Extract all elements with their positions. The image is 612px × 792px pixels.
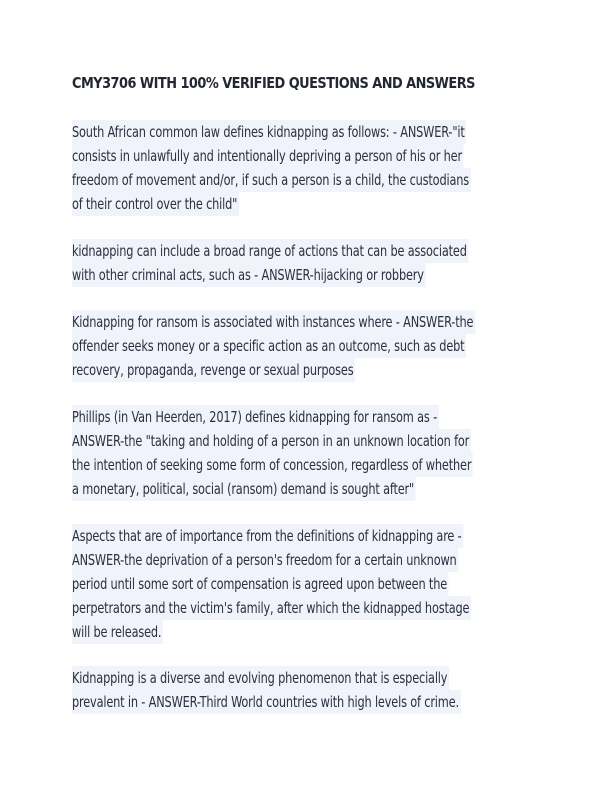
paragraph-line: period until some sort of compensation is agreed upon between the <box>72 572 542 596</box>
paragraph-line: a monetary, political, social (ransom) demand is sought after" <box>72 477 542 501</box>
paragraph-line: with other criminal acts, such as - ANSWER-hijacking or robbery <box>72 263 542 287</box>
paragraph-phillips-definition <box>72 405 542 501</box>
paragraph-line: Aspects that are of importance from the definitions of kidnapping are - <box>72 524 542 548</box>
paragraph-line: Phillips (in Van Heerden, 2017) defines kidnapping for ransom as - <box>72 405 542 429</box>
paragraph-line: freedom of movement and/or, if such a person is a child, the custodians <box>72 168 542 192</box>
paragraph-kidnapping-definition <box>72 120 542 216</box>
paragraph-line: consists in unlawfully and intentionally depriving a person of his or her <box>72 144 542 168</box>
paragraph-line: offender seeks money or a specific action as an outcome, such as debt <box>72 334 542 358</box>
paragraph-ransom-instances <box>72 310 542 382</box>
paragraph-line: prevalent in - ANSWER-Third World countries with high levels of crime. <box>72 690 542 714</box>
paragraph-line: of their control over the child" <box>72 192 542 216</box>
paragraph-line: ANSWER-the "taking and holding of a person in an unknown location for <box>72 429 542 453</box>
paragraph-line: the intention of seeking some form of concession, regardless of whether <box>72 453 542 477</box>
document-title: CMY3706 WITH 100% VERIFIED QUESTIONS AND ANSWERS <box>72 74 475 92</box>
paragraph-associated-acts <box>72 239 542 287</box>
paragraph-line: perpetrators and the victim's family, after which the kidnapped hostage <box>72 596 542 620</box>
paragraph-line: will be released. <box>72 620 542 644</box>
paragraph-line: Kidnapping for ransom is associated with instances where - ANSWER-the <box>72 310 542 334</box>
paragraph-line: Kidnapping is a diverse and evolving phenomenon that is especially <box>72 666 542 690</box>
paragraph-line: ANSWER-the deprivation of a person's freedom for a certain unknown <box>72 548 542 572</box>
paragraph-line: kidnapping can include a broad range of actions that can be associated <box>72 239 542 263</box>
paragraph-diverse-phenomenon <box>72 666 542 714</box>
paragraph-line: recovery, propaganda, revenge or sexual purposes <box>72 358 542 382</box>
paragraph-line: South African common law defines kidnapping as follows: - ANSWER-"it <box>72 120 542 144</box>
paragraph-importance-aspects <box>72 524 542 644</box>
